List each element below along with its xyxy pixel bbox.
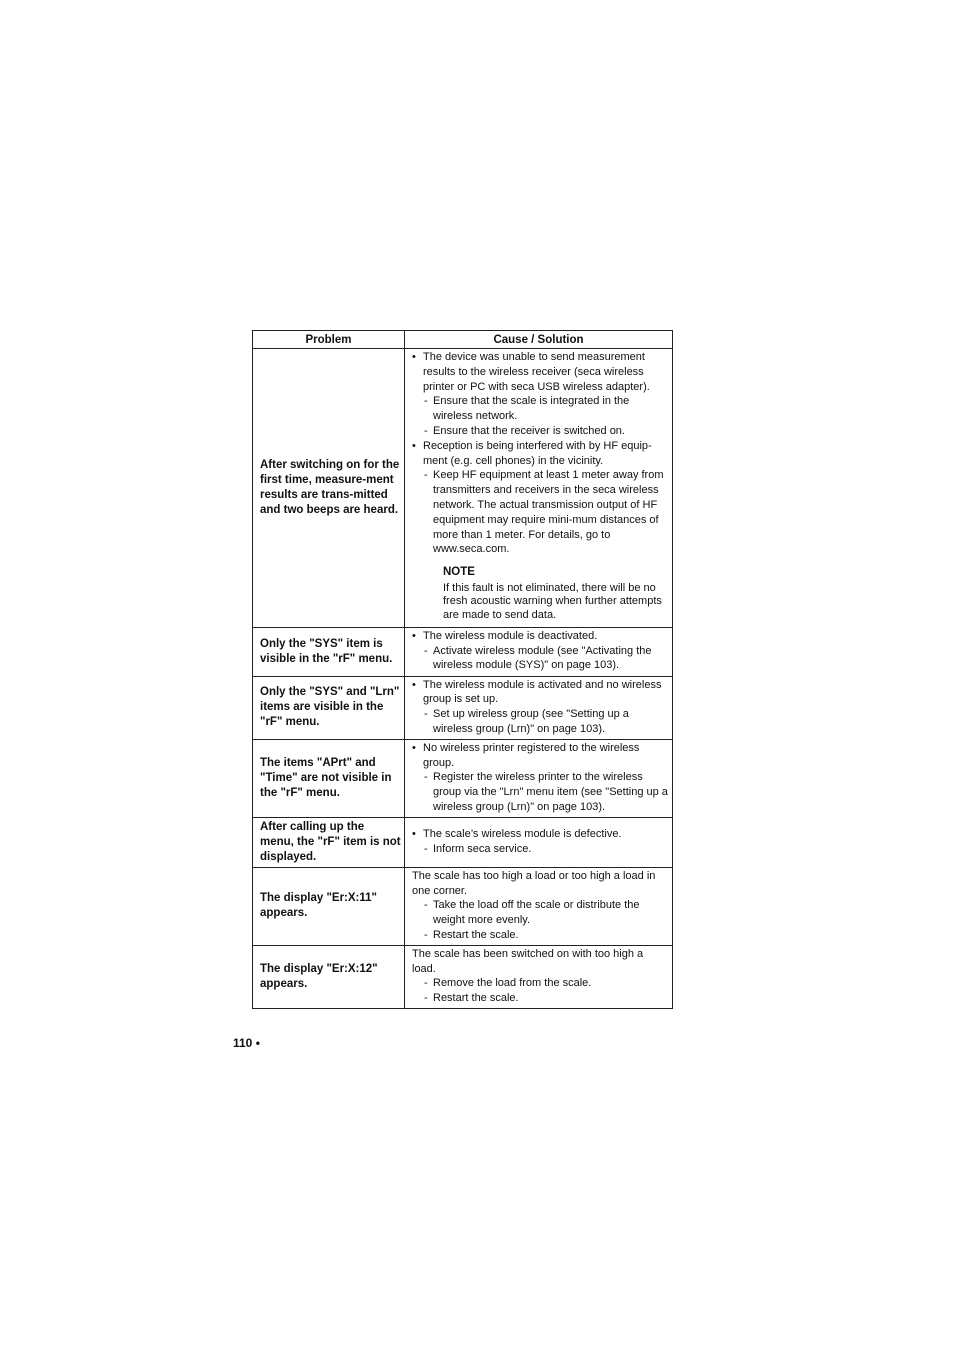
table-row	[253, 676, 673, 739]
cause-cell	[405, 349, 673, 628]
cause-cell	[405, 739, 673, 817]
cause-cell	[405, 676, 673, 739]
table-row	[253, 867, 673, 945]
note-text: If this fault is not eliminated, there will be no fresh acoustic warning when further attempts are made to send data.	[443, 581, 662, 621]
cause-bullet: • The scale’s wireless module is defective.	[412, 827, 669, 842]
table-row	[253, 817, 673, 867]
cause-cell	[405, 867, 673, 945]
note-title: NOTE	[443, 566, 475, 579]
table-row	[253, 945, 673, 1008]
solution-step: - Activate wireless module (see "Activating the wireless module (SYS)" on page 103).	[412, 644, 669, 674]
cause-bullet: • The device was unable to send measurement results to the wireless receiver (seca wireless printer or PC with seca USB wireless adapter).	[412, 350, 669, 394]
problem-cell: After switching on for the first time, measure-ment results are trans-mitted and two beeps are heard.	[253, 349, 405, 628]
cause-bullet: • No wireless printer registered to the wireless group.	[412, 741, 669, 771]
cause-bullet: • The wireless module is activated and no wireless group is set up.	[412, 678, 669, 708]
cause-cell	[405, 945, 673, 1008]
cause-text: The scale has been switched on with too high a load.	[412, 947, 644, 975]
solution-step: - Remove the load from the scale.	[412, 976, 669, 991]
problem-cell: The display "Er:X:11" appears.	[253, 867, 405, 945]
problem-column-header: Problem	[253, 331, 405, 349]
table-row	[253, 627, 673, 676]
cause-column-header: Cause / Solution	[405, 331, 673, 349]
solution-step: - Ensure that the scale is integrated in the wireless network.	[412, 394, 669, 424]
table-row	[253, 349, 673, 628]
problem-cell: The items "APrt" and "Time" are not visible in the "rF" menu.	[253, 739, 405, 817]
table-row	[253, 739, 673, 817]
page-number: 110 •	[233, 1036, 260, 1050]
troubleshooting-table	[252, 330, 673, 1009]
solution-step: - Set up wireless group (see "Setting up a wireless group (Lrn)" on page 103).	[412, 707, 669, 737]
problem-cell: Only the "SYS" and "Lrn" items are visible in the "rF" menu.	[253, 676, 405, 739]
solution-step: - Register the wireless printer to the wireless group via the "Lrn" menu item (see "Setting up a wireless group (Lrn)" on page 103).	[412, 770, 669, 814]
solution-step: - Restart the scale.	[412, 991, 669, 1006]
cause-bullet: • The wireless module is deactivated.	[412, 629, 669, 644]
note-box	[412, 566, 669, 622]
cause-bullet: • Reception is being interfered with by HF equip-ment (e.g. cell phones) in the vicinity.	[412, 439, 669, 469]
solution-step: - Inform seca service.	[412, 842, 669, 857]
cause-cell	[405, 627, 673, 676]
problem-cell: Only the "SYS" item is visible in the "rF" menu.	[253, 627, 405, 676]
solution-step: - Restart the scale.	[412, 928, 669, 943]
cause-cell	[405, 817, 673, 867]
table-header-row	[253, 331, 673, 349]
problem-cell: After calling up the menu, the "rF" item is not displayed.	[253, 817, 405, 867]
solution-step: - Take the load off the scale or distribute the weight more evenly.	[412, 898, 669, 928]
solution-step: - Ensure that the receiver is switched on.	[412, 424, 669, 439]
solution-step: - Keep HF equipment at least 1 meter away from transmitters and receivers in the seca wireless network. The actual transmission output of HF equipment may require mini-mum distances of more than 1 meter. For details, go to www.seca.com.	[412, 468, 669, 557]
cause-text: The scale has too high a load or too high a load in one corner.	[412, 869, 656, 897]
problem-cell: The display "Er:X:12" appears.	[253, 945, 405, 1008]
